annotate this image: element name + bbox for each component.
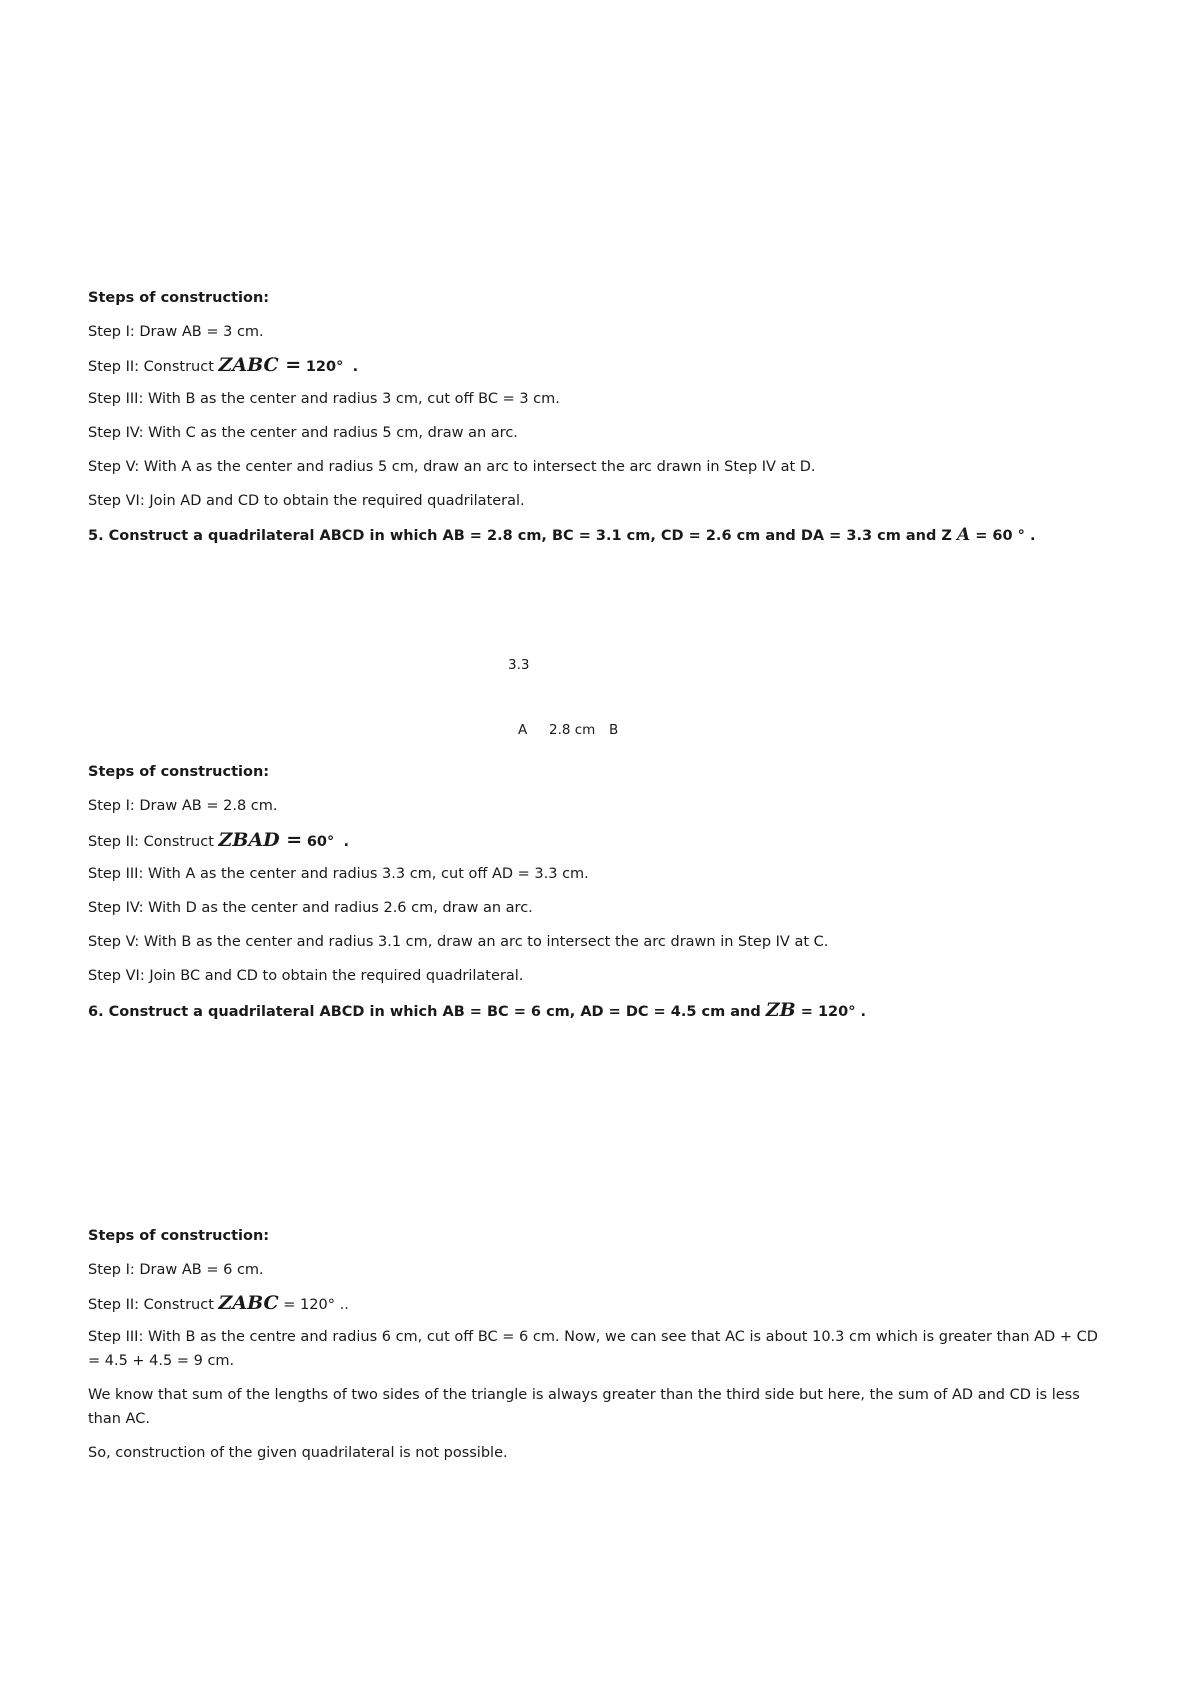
question5-angle-value: 60 ° <box>992 528 1025 544</box>
section3-paragraph2: So, construction of the given quadrilateral is not possible. <box>88 1445 508 1461</box>
section2-step2 <box>88 830 349 852</box>
section1-step6: Step VI: Join AD and CD to obtain the required quadrilateral. <box>88 493 525 509</box>
question5-text <box>88 525 1035 546</box>
question6-angle-value: 120° <box>817 1004 856 1020</box>
question6-eq: = <box>795 1004 818 1020</box>
step2-suffix: . <box>352 359 359 375</box>
section2-step5: Step V: With B as the center and radius 3.1 cm, draw an arc to intersect the arc drawn in Step IV at C. <box>88 934 829 950</box>
section2-step6: Step VI: Join BC and CD to obtain the required quadrilateral. <box>88 968 524 984</box>
angle-expression: ZABC = <box>218 354 302 376</box>
angle-value: 120° <box>305 359 344 375</box>
section3-step2 <box>88 1293 349 1315</box>
figure5-vertex-a: A <box>518 722 528 738</box>
question6-text <box>88 1000 866 1022</box>
question5-eq: = <box>970 528 993 544</box>
step2-prefix: Step II: Construct <box>88 834 219 850</box>
step2-suffix: . <box>343 834 349 850</box>
section2-step3: Step III: With A as the center and radius 3.3 cm, cut off AD = 3.3 cm. <box>88 866 589 882</box>
question6-angle-symbol: ZB <box>765 999 796 1021</box>
section1-step5: Step V: With A as the center and radius 5 cm, draw an arc to intersect the arc drawn in Step IV at D. <box>88 459 816 475</box>
figure5-ab-length: 2.8 cm <box>549 722 596 738</box>
angle-value: 60° <box>306 834 335 850</box>
section1-heading: Steps of construction: <box>88 290 270 306</box>
section1-step4: Step IV: With C as the center and radius 5 cm, draw an arc. <box>88 425 518 441</box>
angle-eq: = <box>278 1297 301 1313</box>
section2-step4: Step IV: With D as the center and radius 2.6 cm, draw an arc. <box>88 900 533 916</box>
section1-step1: Step I: Draw AB = 3 cm. <box>88 324 264 340</box>
section3-paragraph1: We know that sum of the lengths of two sides of the triangle is always greater than the third side but here, the sum of AD and CD is less than AC. <box>88 1387 1080 1427</box>
question5-suffix: . <box>1024 528 1036 544</box>
angle-expression: ZBAD = <box>218 829 303 851</box>
section2-heading: Steps of construction: <box>88 764 270 780</box>
question5-body: 5. Construct a quadrilateral ABCD in which AB = 2.8 cm, BC = 3.1 cm, CD = 2.6 cm and DA = 3.3 cm and Z <box>88 528 957 544</box>
figure5-vertex-b: B <box>609 722 619 738</box>
section3-step1: Step I: Draw AB = 6 cm. <box>88 1262 264 1278</box>
figure5-side-label: 3.3 <box>508 657 530 673</box>
angle-expression: ZABC <box>218 1292 279 1314</box>
angle-value: 120° <box>300 1297 335 1313</box>
section3-step3: Step III: With B as the centre and radius 6 cm, cut off BC = 6 cm. Now, we can see that AC is about 10.3 cm which is greater than AD + CD = 4.5 + 4.5 = 9 cm. <box>88 1329 1098 1369</box>
question6-body: 6. Construct a quadrilateral ABCD in which AB = BC = 6 cm, AD = DC = 4.5 cm and <box>88 1004 766 1020</box>
section1-step2 <box>88 355 358 377</box>
question6-suffix: . <box>855 1004 867 1020</box>
question5-angle-symbol: A <box>956 525 971 545</box>
section3-heading: Steps of construction: <box>88 1228 270 1244</box>
step2-suffix: .. <box>334 1297 349 1313</box>
step2-prefix: Step II: Construct <box>88 1297 219 1313</box>
step2-prefix: Step II: Construct <box>88 359 219 375</box>
section1-step3: Step III: With B as the center and radius 3 cm, cut off BC = 3 cm. <box>88 391 560 407</box>
section2-step1: Step I: Draw AB = 2.8 cm. <box>88 798 278 814</box>
